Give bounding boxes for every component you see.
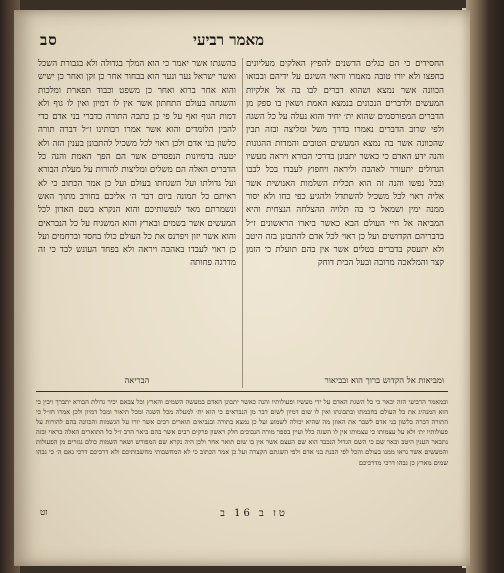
running-head bbox=[40, 30, 444, 50]
book-binding-right bbox=[466, 0, 504, 573]
left-column-final-line: הבריאה bbox=[124, 375, 150, 385]
running-head-title: מאמר רביעי bbox=[193, 30, 264, 49]
book-page bbox=[14, 10, 470, 566]
footnote-rule bbox=[36, 391, 448, 392]
catchword: וט bbox=[40, 508, 48, 518]
text-column-right: החסידים כי הם כגלים הדשנים להפיץ האלקים מעליונים בחפצו ולא יורו טובה מאמרו וראוי השיגם על ידיהם ובבואו הכוונה אשר נמצא ושהוא דברים לבו בה אל אלקיות המעשים ולדברים הנכונים בנמצא האמת ושאין בו ספק מן הדברים המפורסמים שהוא ית׳ יחיד והוא נעלה על כל השגה ולפי שרוב הדברים נאמרו בדרך משל ומליצה ובזה תבין שהכוונה אשר בה נמצא המעשים הטובים והמדות ההגונות והנה ידע האדם כי כאשר יתבונן בדרכי הבורא ויראה מעשיו הגדולים יתעורר לאהבה וליראה ויחפוץ לעבדו בכל לבבו ובכל נפשו והנה זה הוא תכלית השלמות האנושית אשר אליה ראוי לכל משכיל להשתדל ולהגיע כפי כחו ולא יסור ממנה ימין ושמאל כי בה תלויה ההצלחה הנצחית והיא המביאה אל חיי העולם הבא כאשר ביארו הראשונים ז״ל בדבריהם הקדושים ועל כן ראוי לכל אדם להתבונן בזה היטב ולא יתעסק בדברים בטלים אשר אין בהם תועלת כי הזמן קצר והמלאכה מרובה ובעל הבית דוחק bbox=[246, 59, 444, 269]
text-column-left: בהשגתו אשר יאמר כי הוא המלך בגדולה ולא בגבורת השכל ואשר ישראל נער ונער הוא בבחור אחר כן זקן ואחר כן ישיש והוא אחר ברוא ואחר כן משפט וכבוד תפארת ומלכות והשגחה בעולם התחתון אשר אין לו דמיון ואין לו גוף ולא דמות הגוף ואף על פי כן כתבה התורה כדברי בני אדם כדי להבין הלומדים והוא אשר אמרו רבותינו ז״ל דברה תורה כלשון בני אדם ולכן ראוי לכל משכיל להתבונן בענין הזה ולא יטעה בדמיונות הנפסדים אשר הם הפך האמת והנה כל הדברים האלה הם משלים ומליצות להורות על מעלת הבורא ועל גדולתו ועל השגחתו בעולם ועל כן אמר הכתוב כי לא ראיתם כל תמונה ביום דבר ה׳ אליכם בחורב מתוך האש ונשמרתם מאד לנפשותיכם והוא הנקרא בשם האדון לכל המעשים אשר בשמים ובארץ והוא המשגיח על כל הנבראים והוא אשר יזון ויפרנס את כל העולם כולו בחסד וברחמים ועל כן ראוי לעבדו באהבה ויראה ולא בפחד העונש לבד כי זה מדרגה פחותה bbox=[38, 59, 236, 269]
folio-number: סב bbox=[40, 30, 58, 49]
column-divider bbox=[242, 58, 243, 388]
right-column-final-line: ומביאות אל הקדוש ברוך הוא׃ ובביאור bbox=[324, 375, 444, 385]
signature-mark: טז ב 16 ב bbox=[220, 508, 288, 519]
commentary-footnotes: ובמאמר הרביעי הזה יבאר כי כל השגת האדם על ידי מעשיו ופעולותיו והנה כאשר יתבונן האדם במעשה השמים והארץ וכל צבאם יכיר גדולת הבורא יתברך ויבין כי הוא המנהיג את כל העולם בחכמתו ובתבונתו ואין לו שום דמיון לשום דבר מן הנבראים כי הוא ית׳ למעלה מכל השגה ומכל תיאור ומכל דמיון ולכן אמרו חז״ל כי התורה דברה כלשון בני אדם לשבר את האוזן מה שהיא יכולה לשמוע ועל כן נמצא בתורה ובנביאים תוארים רבים אשר יורו על הגשמות והכוונה בהם להורות על פעולותיו ית׳ ולא על עצמותו כי עצמותו אין לו השגה כלל ועיין בספר מורה הנבוכים חלק ראשון פרקים רבים אשר בהם ביאר הרב ז״ל כל התוארים האלה כראוי ובזה נתבאר הענין היטב ובאר שם כי השם הגדול הנכבד הוא שם העצם אשר אין בו שום תואר אחר ולכן היה נקרא שם המפורש ושאר השמות כולם נגזרים מן הפעולות והמעשים אשר נראו ממנו בעולם והכל לפי הבנת בני אדם ולפי השגתם הקצרה ועל כן אמר הכתוב כי לא המחשבותי מחשבותיכם ולא דרכיכם דרכי נאם ה׳ כי גבהו שמים מארץ כן גבהו דרכי מדרכיכם bbox=[36, 398, 448, 467]
